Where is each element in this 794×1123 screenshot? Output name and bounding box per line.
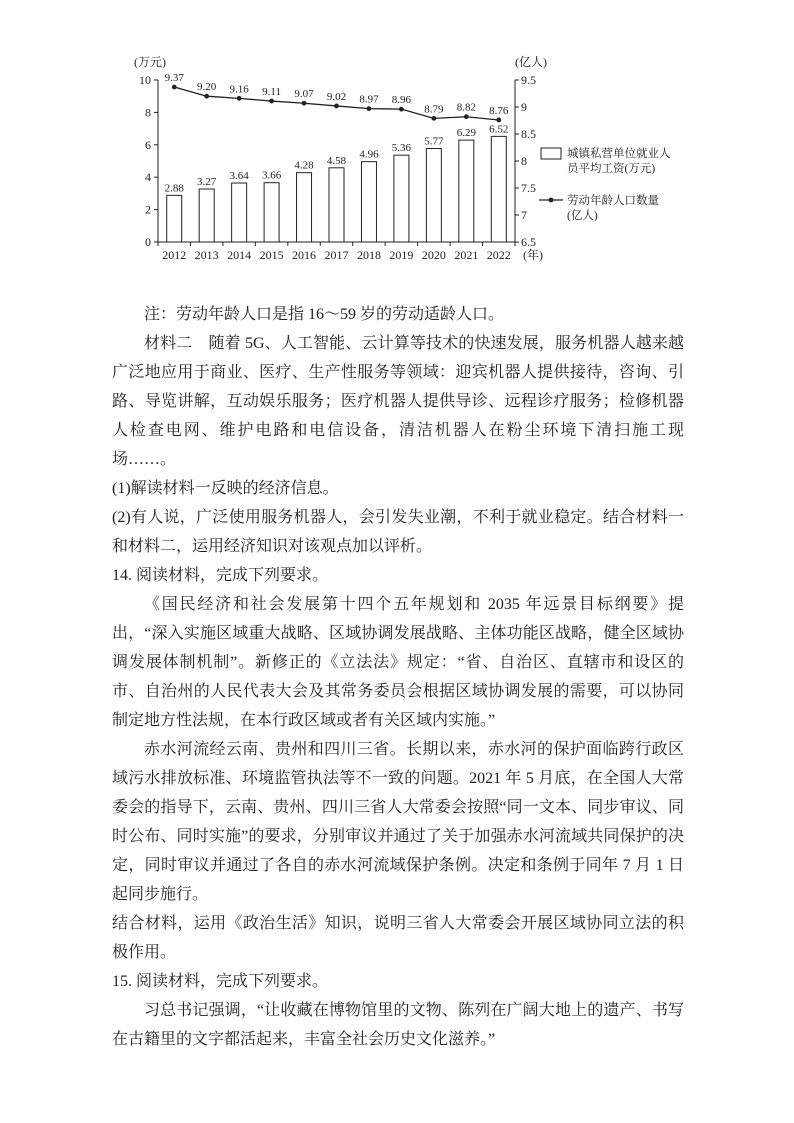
right-tick-label: 7.5 (521, 181, 536, 195)
line-value-label: 9.37 (164, 72, 184, 85)
line-marker (334, 104, 339, 109)
legend-line-label: (亿人) (567, 210, 598, 222)
wage-bar (167, 195, 182, 242)
bar-value-label: 2.88 (164, 182, 184, 195)
line-marker (399, 107, 404, 112)
wage-bar (426, 149, 441, 242)
left-axis-unit-label: (万元) (134, 55, 166, 69)
year-label: 2018 (356, 248, 381, 262)
question-2: (2)有人说，广泛使用服务机器人，会引发失业潮，不利于就业稳定。结合材料一和材料二，运用经济知识对该观点加以评析。 (112, 509, 684, 555)
left-tick-label: 2 (145, 202, 151, 217)
question-15-material: 习总书记强调，“让收藏在博物馆里的文物、陈列在广阔大地上的遗产、书写在古籍里的文字都活起来，丰富全社会历史文化滋养。” (112, 1002, 684, 1048)
bar-value-label: 4.58 (326, 154, 347, 167)
left-tick-label: 10 (139, 73, 151, 87)
line-marker (237, 96, 242, 101)
bar-value-label: 3.66 (261, 169, 282, 182)
year-label: 2017 (324, 248, 349, 262)
year-label: 2016 (292, 248, 317, 262)
wage-bar (394, 155, 409, 242)
bar-value-label: 6.52 (489, 123, 509, 136)
question-14-task: 结合材料，运用《政治生活》知识，说明三省人大常委会开展区域协同立法的积极作用。 (112, 915, 684, 961)
wage-population-chart (95, 42, 695, 280)
x-axis-unit-label: (年) (523, 248, 543, 262)
bar-value-label: 6.29 (456, 127, 476, 140)
question-14-material-1: 《国民经济和社会发展第十四个五年规划和 2035 年远景目标纲要》提出，“深入实施区域重大战略、区域协调发展战略、主体功能区战略，健全区域协调发展体制机制”。新修正的《立法法》规定：“省、自治区、直辖市和设区的市、自治州的人民代表大会及其常务委员会根据区域协调发展的需要，可以协同制定地方性法规，在本行政区域或者有关区域内实施。” (112, 596, 684, 729)
note-paragraph: 注：劳动年龄人口是指 16～59 岁的劳动适龄人口。 (144, 306, 505, 323)
bar-value-label: 4.28 (294, 159, 314, 172)
wage-bar (199, 189, 214, 242)
wage-bar (329, 168, 344, 242)
legend-bar-label: 城镇私营单位就业人 (567, 148, 671, 160)
right-axis-unit-label: (亿人) (515, 55, 547, 69)
bar-value-label: 3.64 (229, 170, 249, 183)
right-tick-label: 6.5 (521, 235, 536, 249)
legend-line-label: 劳动年龄人口数量 (567, 195, 659, 207)
question-14-header: 14. 阅读材料，完成下列要求。 (112, 567, 329, 584)
wage-bar (297, 173, 312, 242)
bar-value-label: 3.27 (197, 176, 217, 189)
line-value-label: 8.82 (456, 101, 476, 114)
wage-bar (232, 183, 247, 242)
line-marker (204, 94, 209, 99)
right-tick-label: 9.5 (521, 73, 536, 87)
wage-bar (459, 140, 474, 242)
line-marker (172, 85, 177, 90)
line-value-label: 9.07 (294, 88, 314, 101)
bar-value-label: 5.36 (391, 142, 412, 155)
year-label: 2014 (227, 248, 252, 262)
line-value-label: 8.79 (424, 103, 444, 116)
left-tick-label: 6 (145, 137, 151, 152)
legend-bar-symbol (541, 148, 561, 159)
bar-value-label: 4.96 (359, 148, 379, 161)
wage-bar (361, 162, 376, 242)
right-tick-label: 8 (521, 154, 527, 168)
line-value-label: 9.20 (197, 81, 217, 94)
right-tick-label: 7 (521, 208, 527, 222)
wage-bar (264, 183, 279, 242)
question-14-material-2: 赤水河流经云南、贵州和四川三省。长期以来，赤水河的保护面临跨行政区域污水排放标准、环境监管执法等不一致的问题。2021 年 5 月底，在全国人大常委会的指导下，云南、贵州、四川三省人大常委会按照“同一文本、同步审议、同时公布、同时实施”的要求，分别审议并通过了关于加强赤水河流域共同保护的决定，同时审议并通过了各自的赤水河流域保护条例。决定和条例于同年 7 月 1 日起同步施行。 (112, 741, 684, 903)
line-value-label: 8.97 (359, 93, 379, 106)
left-tick-label: 0 (145, 235, 151, 249)
year-label: 2013 (194, 248, 219, 262)
line-value-label: 9.02 (326, 90, 347, 103)
year-label: 2019 (389, 248, 414, 262)
line-value-label: 9.11 (262, 86, 282, 99)
legend-bar-label: 员平均工资(万元) (567, 163, 656, 175)
year-label: 2012 (162, 248, 187, 262)
line-value-label: 9.16 (229, 83, 249, 96)
line-marker (269, 99, 274, 104)
year-label: 2020 (421, 248, 446, 262)
line-value-label: 8.96 (391, 94, 412, 107)
bar-value-label: 5.77 (424, 135, 444, 148)
year-label: 2022 (486, 248, 511, 262)
material-2-paragraph: 材料二 随着 5G、人工智能、云计算等技术的快速发展，服务机器人越来越广泛地应用于商业、医疗、生产性服务等领域：迎宾机器人提供接待，咨询、引路、导览讲解，互动娱乐服务；医疗机器人提供导诊、远程诊疗服务；检修机器人检查电网、维护电路和电信设备，清洁机器人在粉尘环境下清扫施工现场……。 (112, 335, 684, 468)
question-1: (1)解读材料一反映的经济信息。 (112, 480, 339, 497)
line-value-label: 8.76 (489, 104, 509, 117)
wage-bar (491, 136, 506, 242)
right-tick-label: 8.5 (521, 127, 536, 141)
line-marker (464, 114, 469, 119)
left-tick-label: 4 (145, 170, 151, 185)
right-tick-label: 9 (521, 100, 527, 114)
year-label: 2021 (454, 248, 479, 262)
line-marker (431, 116, 436, 121)
document-text (112, 300, 684, 1054)
year-label: 2015 (259, 248, 284, 262)
question-15-header: 15. 阅读材料，完成下列要求。 (112, 973, 329, 990)
chart-container (0, 0, 695, 280)
line-marker (496, 118, 501, 123)
line-marker (302, 101, 307, 106)
line-marker (367, 106, 372, 111)
legend-line-marker (549, 198, 554, 203)
left-tick-label: 8 (145, 105, 151, 120)
